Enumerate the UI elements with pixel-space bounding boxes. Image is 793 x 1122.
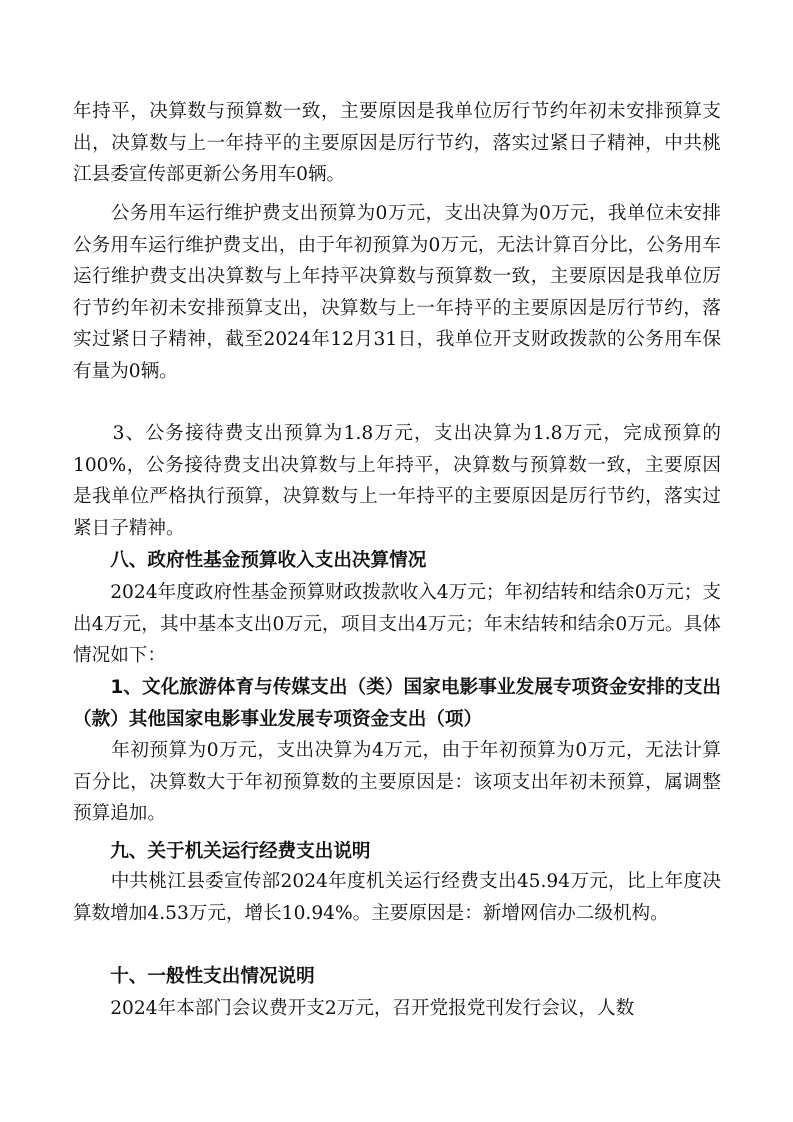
- paragraph-vehicle-purchase: 年持平，决算数与预算数一致，主要原因是我单位厉行节约年初未安排预算支出，决算数与上一年持平的主要原因是厉行节约，落实过紧日子精神，中共桃江县委宣传部更新公务用车0辆。: [73, 101, 721, 185]
- paragraph-reception: 3、公务接待费支出预算为1.8万元，支出决算为1.8万元，完成预算的100%，公务接待费支出决算数与上年持平，决算数与预算数一致，主要原因是我单位严格执行预算，决算数与上一年持平的主要原因是厉行节约，落实过紧日子精神。: [73, 423, 721, 539]
- paragraph-operating-expenses: 中共桃江县委宣传部2024年度机关运行经费支出45.94万元，比上年度决算数增加4.53万元，增长10.94%。主要原因是：新增网信办二级机构。: [73, 871, 721, 924]
- heading-section-9: 九、关于机关运行经费支出说明: [73, 841, 371, 862]
- heading-section-10: 十、一般性支出情况说明: [73, 966, 315, 987]
- heading-section-8: 八、政府性基金预算收入支出决算情况: [73, 550, 427, 571]
- paragraph-item-1-detail: 年初预算为0万元，支出决算为4万元，由于年初预算为0万元，无法计算百分比，决算数大于年初预算数的主要原因是：该项支出年初未预算，属调整预算追加。: [73, 740, 721, 824]
- paragraph-general-expenses: 2024年本部门会议费开支2万元，召开党报党刊发行会议，人数: [73, 998, 635, 1019]
- heading-item-1: 1、文化旅游体育与传媒支出（类）国家电影事业发展专项资金安排的支出（款）其他国家电影事业发展专项资金支出（项）: [73, 677, 721, 730]
- paragraph-fund-budget: 2024年度政府性基金预算财政拨款收入4万元；年初结转和结余0万元；支出4万元，其中基本支出0万元，项目支出4万元；年末结转和结余0万元。具体情况如下：: [73, 582, 721, 666]
- paragraph-vehicle-maintenance: 公务用车运行维护费支出预算为0万元，支出决算为0万元，我单位未安排公务用车运行维护费支出，由于年初预算为0万元，无法计算百分比，公务用车运行维护费支出决算数与上年持平决算数与预算数一致，主要原因是我单位厉行节约年初未安排预算支出，决算数与上一年持平的主要原因是厉行节约，落实过紧日子精神，截至2024年12月31日，我单位开支财政拨款的公务用车保有量为0辆。: [73, 203, 721, 382]
